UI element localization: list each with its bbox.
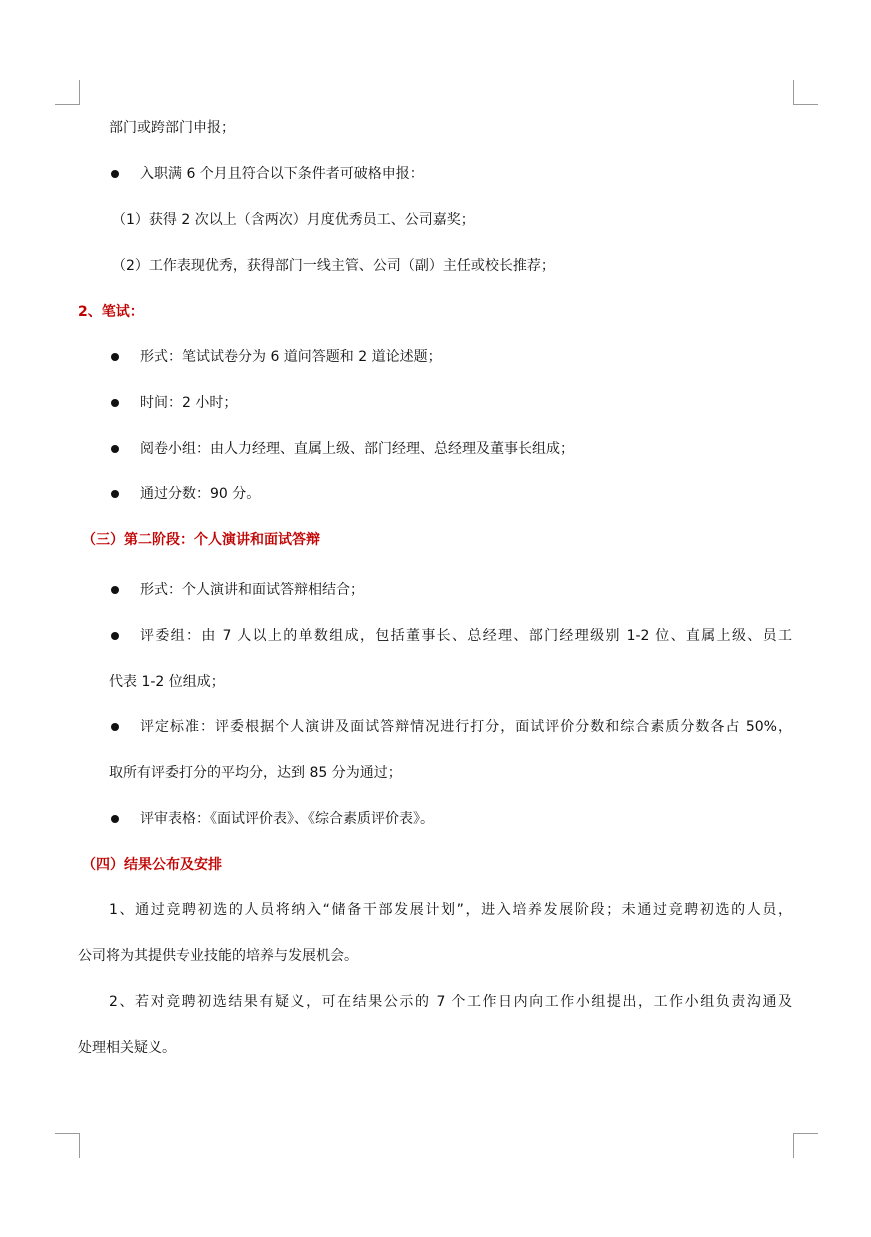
bullet-text: 评委组：由 7 人以上的单数组成，包括董事长、总经理、部门经理级别 1-2 位、直属上级、员工 [140, 628, 792, 644]
paragraph-line: 部门或跨部门申报； [109, 120, 235, 136]
bullet-icon [111, 586, 119, 594]
bullet-text: 时间：2 小时； [140, 395, 238, 411]
crop-mark-top-right [793, 80, 818, 105]
bullet-icon [111, 445, 119, 453]
bullet-text: 形式：个人演讲和面试答辩相结合； [140, 582, 364, 598]
paragraph-line: 代表 1-2 位组成； [109, 674, 225, 690]
bullet-icon [111, 632, 119, 640]
bullet-icon [111, 399, 119, 407]
bullet-icon [111, 490, 119, 498]
bullet-text: 形式：笔试试卷分为 6 道问答题和 2 道论述题； [140, 349, 442, 365]
list-item: （2）工作表现优秀，获得部门一线主管、公司（副）主任或校长推荐； [112, 258, 555, 274]
bullet-text: 评审表格：《面试评价表》、《综合素质评价表》。 [140, 811, 434, 827]
paragraph-line: 取所有评委打分的平均分，达到 85 分为通过； [109, 765, 402, 781]
bullet-icon [111, 353, 119, 361]
bullet-icon [111, 723, 119, 731]
section-heading: 2、笔试： [78, 304, 144, 320]
paragraph-line: 1、通过竞聘初选的人员将纳入“储备干部发展计划”，进入培养发展阶段；未通过竞聘初选的人员， [109, 902, 792, 918]
paragraph-line: 2、若对竞聘初选结果有疑义，可在结果公示的 7 个工作日内向工作小组提出，工作小组负责沟通及 [109, 994, 792, 1010]
bullet-icon [111, 170, 119, 178]
paragraph-line: 处理相关疑义。 [78, 1040, 176, 1056]
section-heading: （四）结果公布及安排 [82, 857, 222, 873]
paragraph-line: 公司将为其提供专业技能的培养与发展机会。 [78, 948, 358, 964]
section-heading: （三）第二阶段：个人演讲和面试答辩 [82, 532, 320, 548]
crop-mark-top-left [55, 80, 80, 105]
bullet-text: 入职满 6 个月且符合以下条件者可破格申报： [140, 166, 424, 182]
bullet-icon [111, 815, 119, 823]
crop-mark-bottom-left [55, 1133, 80, 1158]
bullet-text: 阅卷小组：由人力经理、直属上级、部门经理、总经理及董事长组成； [140, 441, 574, 457]
list-item: （1）获得 2 次以上（含两次）月度优秀员工、公司嘉奖； [112, 212, 475, 228]
bullet-text: 通过分数：90 分。 [140, 486, 261, 502]
crop-mark-bottom-right [793, 1133, 818, 1158]
bullet-text: 评定标准：评委根据个人演讲及面试答辩情况进行打分，面试评价分数和综合素质分数各占 50%， [140, 719, 792, 735]
